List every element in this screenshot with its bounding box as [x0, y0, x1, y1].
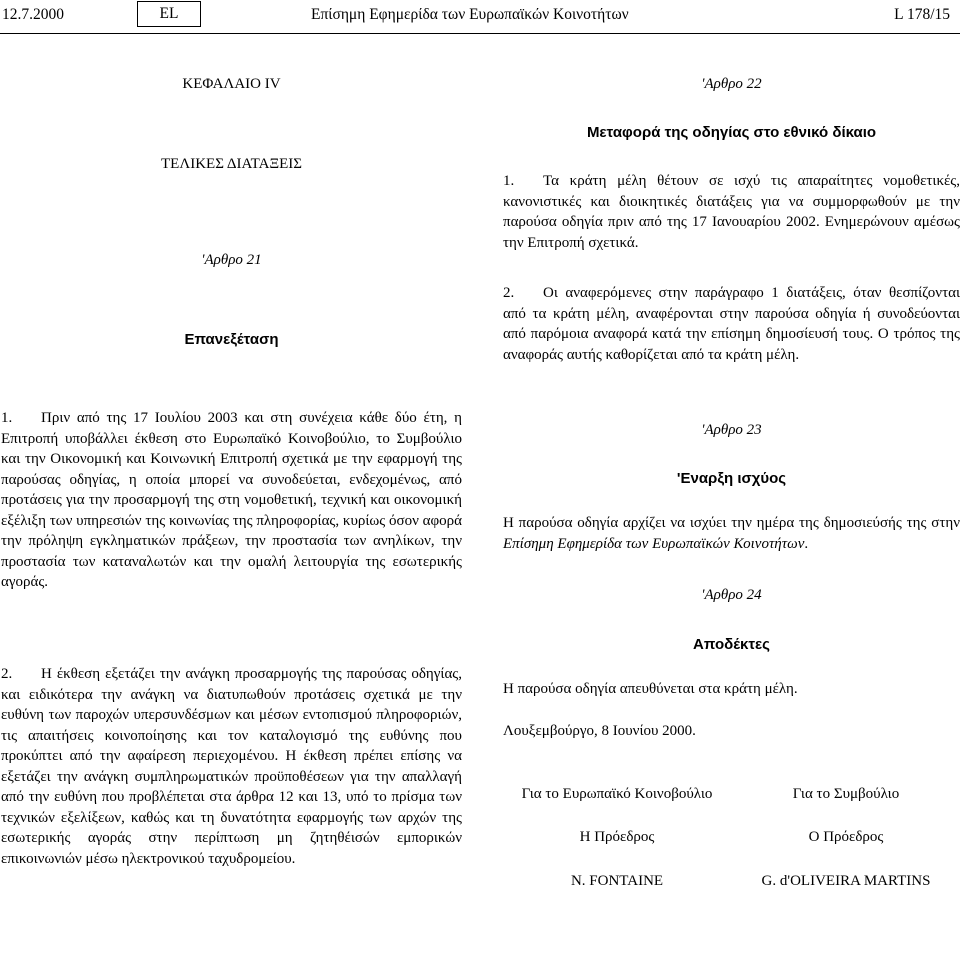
paragraph-number: 2. — [1, 666, 13, 682]
article-23-text-end: . — [804, 535, 809, 552]
article-23-title: 'Εναρξη ισχύος — [676, 470, 787, 487]
article-21-paragraph-1 — [1, 408, 462, 593]
article-22-paragraph-1 — [503, 171, 960, 253]
signature-role-parliament: Η Πρόεδρος — [579, 829, 655, 845]
paragraph-number: 2. — [503, 285, 515, 301]
signature-names — [503, 871, 960, 891]
language-badge: EL — [137, 1, 201, 27]
paragraph-text: Τα κράτη μέλη θέτουν σε ισχύ τις απαραίτητες νομοθετικές, κανονιστικές και διοικητικές διατάξεις για να συμμορφωθούν με την παρούσα οδηγία πριν από της 17 Ιανουαρίου 2002. Ενημερώνουν αμέσως την Επιτροπή σχετικά. — [503, 173, 960, 251]
page-header — [0, 0, 960, 36]
article-24-title: Αποδέκτες — [693, 636, 770, 653]
header-date: 12.7.2000 — [2, 6, 64, 23]
article-21-label: 'Αρθρο 21 — [201, 252, 262, 268]
place-and-date: Λουξεμβούργο, 8 Ιουνίου 2000. — [503, 723, 696, 739]
chapter-heading: ΚΕΦΑΛΑΙΟ IV — [182, 76, 281, 92]
article-24-label: 'Αρθρο 24 — [701, 587, 762, 603]
article-21-paragraph-2 — [1, 664, 462, 869]
paragraph-number: 1. — [503, 173, 515, 189]
chapter-title: ΤΕΛΙΚΕΣ ΔΙΑΤΑΞΕΙΣ — [161, 156, 302, 172]
article-23-text-start: Η παρούσα οδηγία αρχίζει να ισχύει την ημέρα της δημοσιεύσής της στην — [503, 515, 960, 531]
signature-roles — [503, 827, 960, 847]
paragraph-number: 1. — [1, 410, 13, 426]
signature-body-parliament: Για το Ευρωπαϊκό Κοινοβούλιο — [521, 786, 713, 802]
journal-title: Επίσημη Εφημερίδα των Ευρωπαϊκών Κοινοτήτων — [311, 6, 629, 23]
article-21-title: Επανεξέταση — [184, 331, 279, 348]
paragraph-text: Οι αναφερόμενες στην παράγραφο 1 διατάξεις, όταν θεσπίζονται από τα κράτη μέλη, αναφέρονται στην παρούσα οδηγία ή συνοδεύονται από παρόμοια αναφορά κατά την επίσημη δημοσίευσή τους. Ο τρόπος της αναφοράς αυτής καθορίζεται από τα κράτη μέλη. — [503, 285, 960, 363]
paragraph-text: Η έκθεση εξετάζει την ανάγκη προσαρμογής της παρούσας οδηγίας, και ειδικότερα την ανάγκη να διατυπωθούν προτάσεις σχετικά με την ευθύνη των παροχών υπερσυνδέσμων και μέσων εντοπισμού πληροφοριών, τις απαιτήσεις κοινοποίησης και τον καταλογισμό της ευθύνης που προκύπτει από την αφαίρεση περιεχομένου. Η έκθεση πρέπει επίσης να εξετάζει την ανάγκη συμπληρωματικών προϋποθέσεων για την απαλλαγή από την ευθύνη που προβλέπεται στα άρθρα 12 και 13, υπό το πρίσμα των τεχνικών εξελίξεων, καθώς και τη δυνατότητα εφαρμογής των αρχών της εσωτερικής αγοράς στην περίπτωση μη ζητηθέισών εμπορικών επικοινωνιών μέσω ηλεκτρονικού ταχυδρομείου. — [1, 666, 462, 867]
article-23-label: 'Αρθρο 23 — [701, 422, 762, 438]
article-22-title: Μεταφορά της οδηγίας στο εθνικό δίκαιο — [586, 124, 877, 141]
article-23-text — [503, 513, 960, 554]
signature-name-council: G. d'OLIVEIRA MARTINS — [761, 873, 931, 889]
header-rule — [0, 33, 960, 34]
signature-role-council: Ο Πρόεδρος — [808, 829, 884, 845]
signature-body-council: Για το Συμβούλιο — [792, 786, 900, 802]
article-24-text: Η παρούσα οδηγία απευθύνεται στα κράτη μέλη. — [503, 681, 798, 697]
article-22-paragraph-2 — [503, 283, 960, 365]
signature-bodies — [503, 784, 960, 804]
journal-name-italic: Επίσημη Εφημερίδα των Ευρωπαϊκών Κοινοτήτων — [503, 535, 805, 552]
signature-name-parliament: N. FONTAINE — [570, 873, 664, 889]
article-22-label: 'Αρθρο 22 — [701, 76, 762, 92]
paragraph-text: Πριν από της 17 Ιουλίου 2003 και στη συνέχεια κάθε δύο έτη, η Επιτροπή υποβάλλει έκθεση στο Ευρωπαϊκό Κοινοβούλιο, το Συμβούλιο και την Οικονομική και Κοινωνική Επιτροπή σχετικά με την εφαρμογή της παρούσας οδηγίας, η οποία μπορεί να συνοδεύεται, ενδεχομένως, από προτάσεις για την προσαρμογή της στη νομοθετική, τεχνική και οικονομική εξέλιξη των υπηρεσιών της κοινωνίας της πληροφορίας, κυρίως όσον αφορά την πρόληψη εγκληματικών πράξεων, την προστασία των ανηλίκων, την προστασία των καταναλωτών και την ομαλή λειτουργία της εσωτερικής αγοράς. — [1, 410, 462, 590]
page-reference: L 178/15 — [894, 6, 950, 23]
